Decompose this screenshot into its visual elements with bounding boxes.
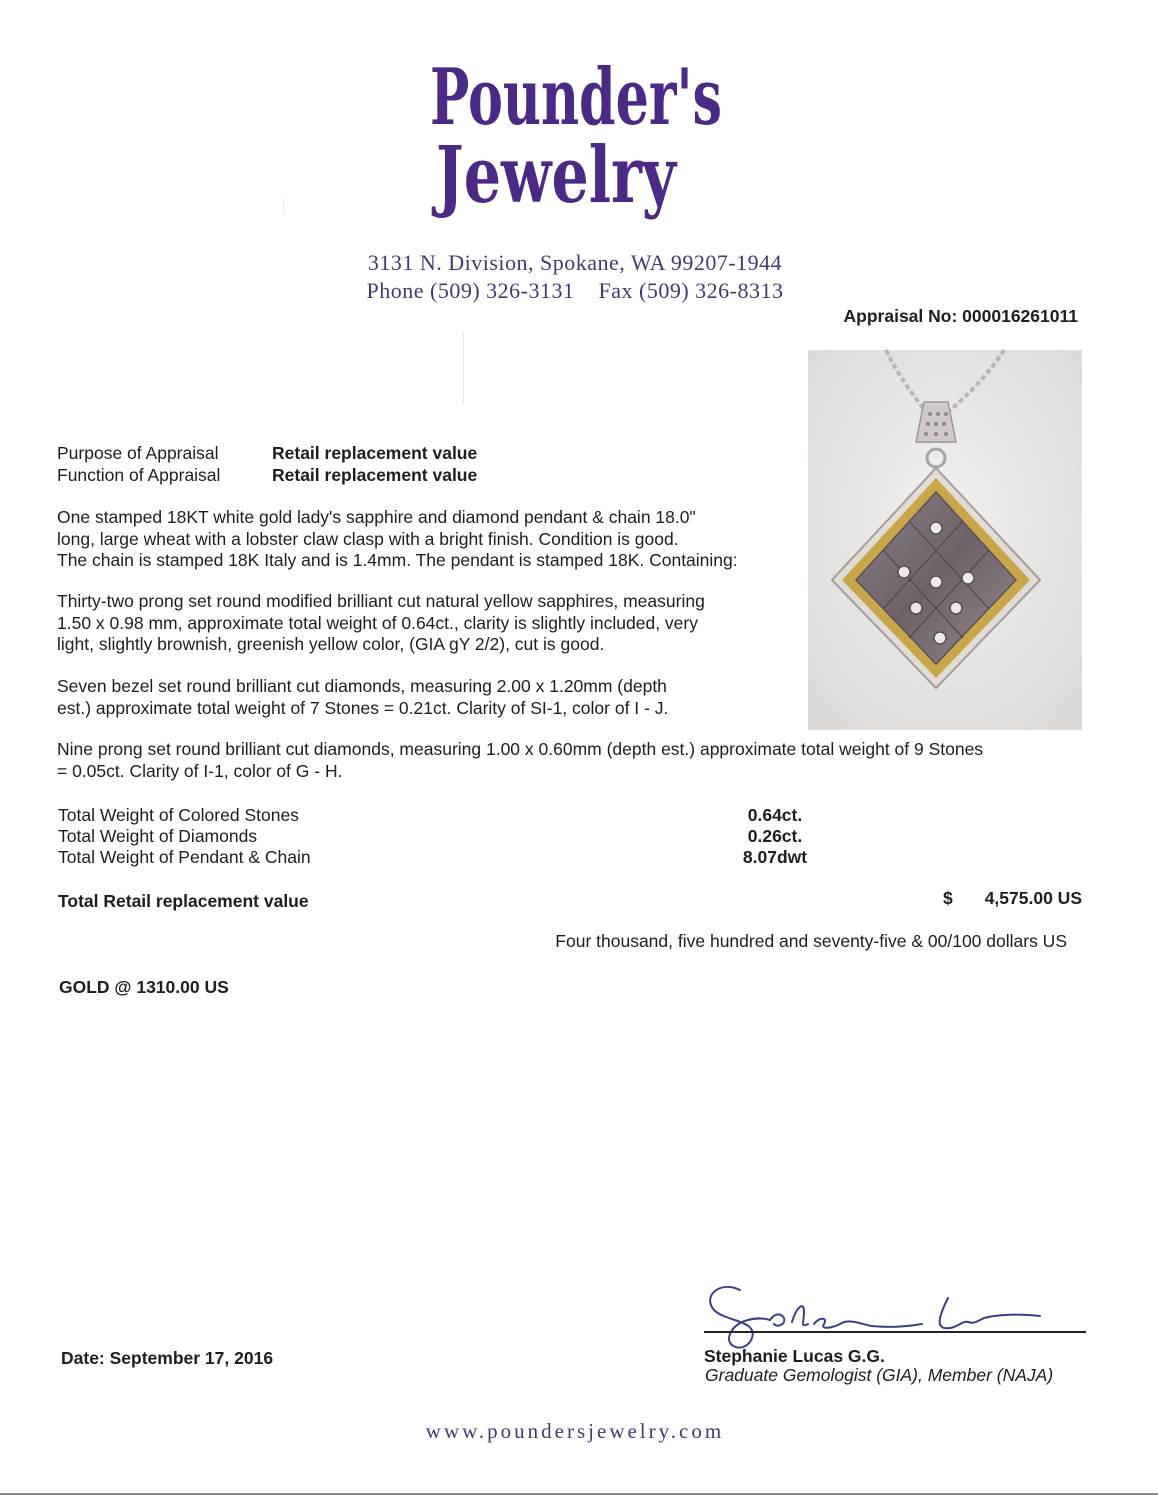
function-label: Function of Appraisal: [57, 465, 221, 485]
signer-title: Graduate Gemologist (GIA), Member (NAJA): [705, 1365, 1054, 1385]
total-colored-stones-value: 0.64ct.: [747, 805, 803, 825]
appraisal-date: Date: September 17, 2016: [61, 1348, 274, 1368]
gold-price: GOLD @ 1310.00 US: [59, 977, 229, 997]
signer-name: Stephanie Lucas G.G.: [704, 1346, 885, 1366]
sapphire-line: Thirty-two prong set round modified brilliant cut natural yellow sapphires, measuring: [57, 591, 705, 611]
purpose-label: Purpose of Appraisal: [57, 443, 219, 463]
function-value: Retail replacement value: [272, 465, 478, 485]
retail-value-label: Total Retail replacement value: [58, 891, 309, 911]
bezel-line: Seven bezel set round brilliant cut diamonds, measuring 2.00 x 1.20mm (depth: [57, 676, 667, 696]
sapphire-description: [57, 591, 705, 656]
sapphire-line: light, slightly brownish, greenish yellow color, (GIA gY 2/2), cut is good.: [57, 634, 605, 654]
scan-artifact: [463, 332, 464, 404]
pounders-jewelry-logo: [418, 40, 738, 240]
prong-diamond-description: [57, 739, 983, 782]
total-diamonds-value: 0.26ct.: [747, 826, 803, 846]
appraisal-number: Appraisal No: 000016261011: [843, 306, 1078, 326]
purpose-value: Retail replacement value: [272, 443, 478, 463]
total-colored-stones-label: Total Weight of Colored Stones: [58, 805, 299, 825]
description-line: One stamped 18KT white gold lady's sapphire and diamond pendant & chain 18.0": [57, 507, 696, 527]
total-weight-value: 8.07dwt: [742, 847, 808, 867]
description-line: The chain is stamped 18K Italy and is 1.4mm. The pendant is stamped 18K. Containing:: [57, 550, 738, 570]
sapphire-line: 1.50 x 0.98 mm, approximate total weight of 0.64ct., clarity is slightly included, very: [57, 612, 698, 633]
currency-symbol: $: [943, 888, 953, 908]
prong-line: = 0.05ct. Clarity of I-1, color of G - H.: [57, 760, 343, 781]
item-description: [57, 507, 738, 572]
pendant-photo-icon: [808, 350, 1082, 730]
bezel-line: est.) approximate total weight of 7 Stones = 0.21ct. Clarity of SI-1, color of I - J.: [57, 697, 669, 718]
bezel-diamond-description: [57, 676, 668, 719]
pendant-photo: [808, 350, 1082, 730]
retail-amount: 4,575.00 US: [984, 888, 1082, 908]
description-line: long, large wheat with a lobster claw clasp with a bright finish. Condition is good.: [57, 528, 679, 549]
fax: Fax (509) 326-8313: [598, 278, 784, 303]
phone: Phone (509) 326-3131: [366, 278, 575, 303]
total-diamonds-label: Total Weight of Diamonds: [58, 826, 258, 846]
contact-line: [300, 278, 850, 304]
total-weight-label: Total Weight of Pendant & Chain: [58, 847, 311, 867]
website-url: www.poundersjewelry.com: [425, 1419, 725, 1443]
retail-amount-words: Four thousand, five hundred and seventy-five & 00/100 dollars US: [555, 931, 1067, 951]
scan-artifact: [283, 198, 284, 214]
prong-line: Nine prong set round brilliant cut diamonds, measuring 1.00 x 0.60mm (depth est.) approximate total weight of 9 Stones: [57, 739, 984, 759]
address: 3131 N. Division, Spokane, WA 99207-1944: [367, 250, 783, 275]
signature-line: [704, 1331, 1086, 1333]
logo-line2: Jewelry: [431, 130, 679, 221]
logo-line1: Pounder's: [430, 52, 722, 143]
page-bottom-rule: [0, 1493, 1158, 1495]
